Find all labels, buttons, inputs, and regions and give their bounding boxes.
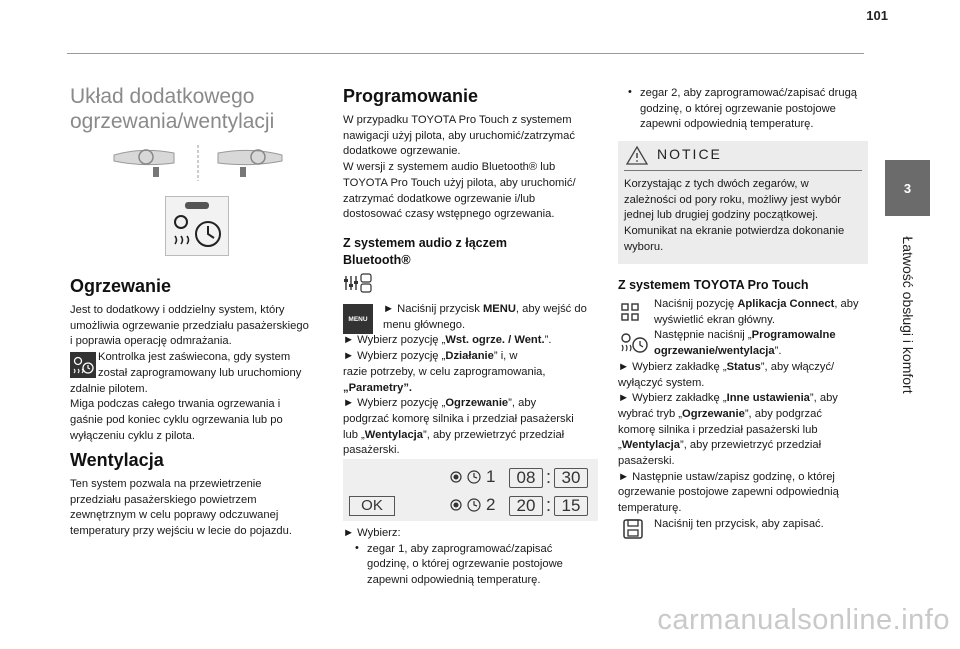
radio-on-icon [450, 499, 462, 511]
text-line: ► Wybierz zakładkę „Status”, aby włączyć/ [618, 360, 835, 373]
text-line: Korzystając z tych dwóch zegarów, w [624, 178, 809, 190]
text-line: razie potrzeby, w celu zaprogramowania, [343, 365, 546, 378]
choose-timer [343, 526, 600, 589]
text-line: komorę silnika i przedział pasażerski lub [618, 423, 818, 436]
text-line: zatrzymać dodatkowe ogrzewanie i/lub [343, 192, 536, 205]
chapter-title: Łatwość obsługi i komfort [900, 235, 916, 394]
chapter-label [893, 232, 923, 397]
text-line: umożliwia ogrzewanie przedziału pasażerskiego [70, 319, 309, 332]
text-line: zapewni odpowiednią temperaturę. [640, 118, 814, 131]
text-line: ► Następnie ustaw/zapisz godzinę, o której [618, 470, 835, 483]
heating-section [70, 276, 325, 444]
text-line: nawigacji użyj pilota, aby uruchomić/zatrzymać [343, 129, 575, 142]
text-line: Następnie naciśnij „Programowalne [654, 329, 836, 342]
minute-field: 15 [554, 496, 588, 516]
text-line: przedziału pasażerskiego powietrzem [70, 493, 257, 506]
text-line: Ten system pozwala na przewietrzenie [70, 478, 262, 490]
text-line: został zaprogramowany lub uruchomiony [98, 366, 302, 379]
timer2-bullet [618, 86, 872, 133]
timer-screen [343, 459, 598, 521]
menu-button-icon: MENU [343, 304, 373, 334]
time-separator: : [546, 495, 552, 515]
text-line: wyłączyć system. [618, 376, 705, 389]
top-rule [67, 53, 864, 54]
text-line: Komunikat na ekranie potwierdza dokonanie [624, 225, 845, 238]
section-title-line: Układ dodatkowego [70, 85, 255, 108]
text-line: TOYOTA Pro Touch użyj pilota, aby uruchomić/ [343, 176, 576, 189]
notice-title: NOTICE [657, 146, 722, 162]
watermark: carmanualsonline.info [657, 604, 950, 636]
ventilation-heading: Wentylacja [70, 450, 164, 470]
warning-triangle-icon [626, 146, 648, 165]
section-title-line: ogrzewania/wentylacji [70, 110, 275, 133]
radio-on-icon [450, 471, 462, 483]
text-line: pasażerski. [618, 455, 675, 468]
text-line: ogrzewanie postojowe zapewni odpowiednią [618, 486, 839, 499]
text-line: temperatury przy wejściu w lecie do pojazdu. [70, 525, 292, 538]
bluetooth-audio-icon [343, 272, 373, 294]
text-line: menu głównego. [383, 318, 466, 331]
bullet: • [628, 86, 632, 98]
save-icon [622, 518, 644, 540]
subheading: Z systemem audio z łączem [343, 235, 507, 250]
text-line: i poprawia operację odmrażania. [70, 335, 232, 348]
page-number: 101 [866, 8, 888, 23]
text-line: dostosować czasy wstępnego ogrzewania. [343, 208, 555, 221]
pro-touch-heading: Z systemem TOYOTA Pro Touch [618, 278, 809, 292]
text-line: temperaturę. [618, 502, 682, 515]
pro-touch-steps [618, 297, 872, 533]
section-title [70, 84, 325, 134]
text-line: wyświetlić ekran główny. [654, 313, 776, 326]
text-line: ► Wybierz pozycję „Działanie” i, w [343, 350, 518, 363]
text-line: W wersji z systemem audio Bluetooth® lub [343, 161, 556, 174]
chapter-tab [885, 160, 930, 216]
heater-indicator-icon [70, 352, 96, 378]
text-line: wyboru. [624, 240, 664, 253]
text-line: godzinę, o której ogrzewanie postojowe [367, 558, 563, 571]
time-separator: : [546, 467, 552, 487]
text-line: „Wentylacja”, aby przewietrzyć przedział [618, 439, 822, 452]
text-line: ► Wybierz zakładkę „Inne ustawienia”, aby [618, 392, 838, 405]
text-line: zegar 2, aby zaprogramować/zapisać drugą [640, 87, 858, 99]
text-line: pasażerski. [343, 444, 400, 457]
text-line: ► Wybierz pozycję „Ogrzewanie”, aby [343, 397, 537, 410]
text-line: gaśnie pod koniec cyklu ogrzewania lub po [70, 413, 283, 426]
clock-icon [467, 470, 481, 484]
text-line: zegar 1, aby zaprogramować/zapisać [367, 542, 553, 555]
programming-section [343, 86, 600, 269]
text-line: lub „Wentylacja”, aby przewietrzyć przedział [343, 428, 565, 441]
text-line: dodatkowe ogrzewanie. [343, 145, 461, 158]
text-line: Kontrolka jest zaświecona, gdy system [98, 351, 291, 364]
bluetooth-steps [343, 302, 600, 459]
minute-field: 30 [554, 468, 588, 488]
text-line: Jest to dodatkowy i oddzielny system, który [70, 304, 285, 316]
text-line: godzinę, o której ogrzewanie postojowe [640, 102, 836, 115]
text-line: zapewni odpowiednią temperaturę. [367, 574, 541, 587]
bullet: • [355, 541, 359, 554]
text-line: ► Wybierz pozycję „Wst. ogrze. / Went.”. [343, 334, 552, 347]
chapter-number: 3 [903, 180, 912, 196]
ventilation-section [70, 450, 325, 540]
text-line: zdalnie pilotem. [70, 382, 148, 395]
remote-mirror-icon [112, 143, 284, 183]
ok-button: OK [349, 496, 395, 516]
text-line: zewnętrznym w celu poprawy odczuwanej [70, 509, 279, 522]
timer-number: 1 [486, 467, 496, 486]
notice-divider [624, 170, 862, 171]
text-line: podgrzać komorę silnika i przedział pasażerski [343, 412, 574, 425]
text-line: jednej lub drugiej godziny początkowej. [624, 209, 819, 222]
text-line: Naciśnij ten przycisk, aby zapisać. [654, 517, 824, 530]
hour-field: 20 [509, 496, 543, 516]
subheading: Bluetooth® [343, 252, 411, 267]
heating-heading: Ogrzewanie [70, 276, 172, 296]
text-line: ► Naciśnij przycisk MENU, aby wejść do [383, 303, 587, 315]
clock-icon [467, 498, 481, 512]
notice-text [624, 177, 864, 256]
hour-field: 08 [509, 468, 543, 488]
programming-heading: Programowanie [343, 86, 479, 106]
text-line: „Parametry”. [343, 381, 413, 394]
text-line: Naciśnij pozycję Aplikacja Connect, aby [654, 298, 859, 310]
text-line: W przypadku TOYOTA Pro Touch z systemem [343, 114, 572, 126]
heater-timer-icon [165, 196, 229, 256]
pro-touch-section [618, 277, 872, 294]
text-line: zależności od pory roku, możliwy jest wybór [624, 193, 841, 206]
timer-number: 2 [486, 495, 496, 514]
text-line: wybrać tryb „Ogrzewanie”, aby podgrzać [618, 407, 822, 420]
text-line: wyłączeniu cyklu z pilota. [70, 429, 195, 442]
text-line: ► Wybierz: [343, 527, 401, 539]
text-line: ogrzewanie/wentylacja”. [654, 345, 782, 358]
text-line: Miga podczas całego trwania ogrzewania i [70, 398, 281, 411]
